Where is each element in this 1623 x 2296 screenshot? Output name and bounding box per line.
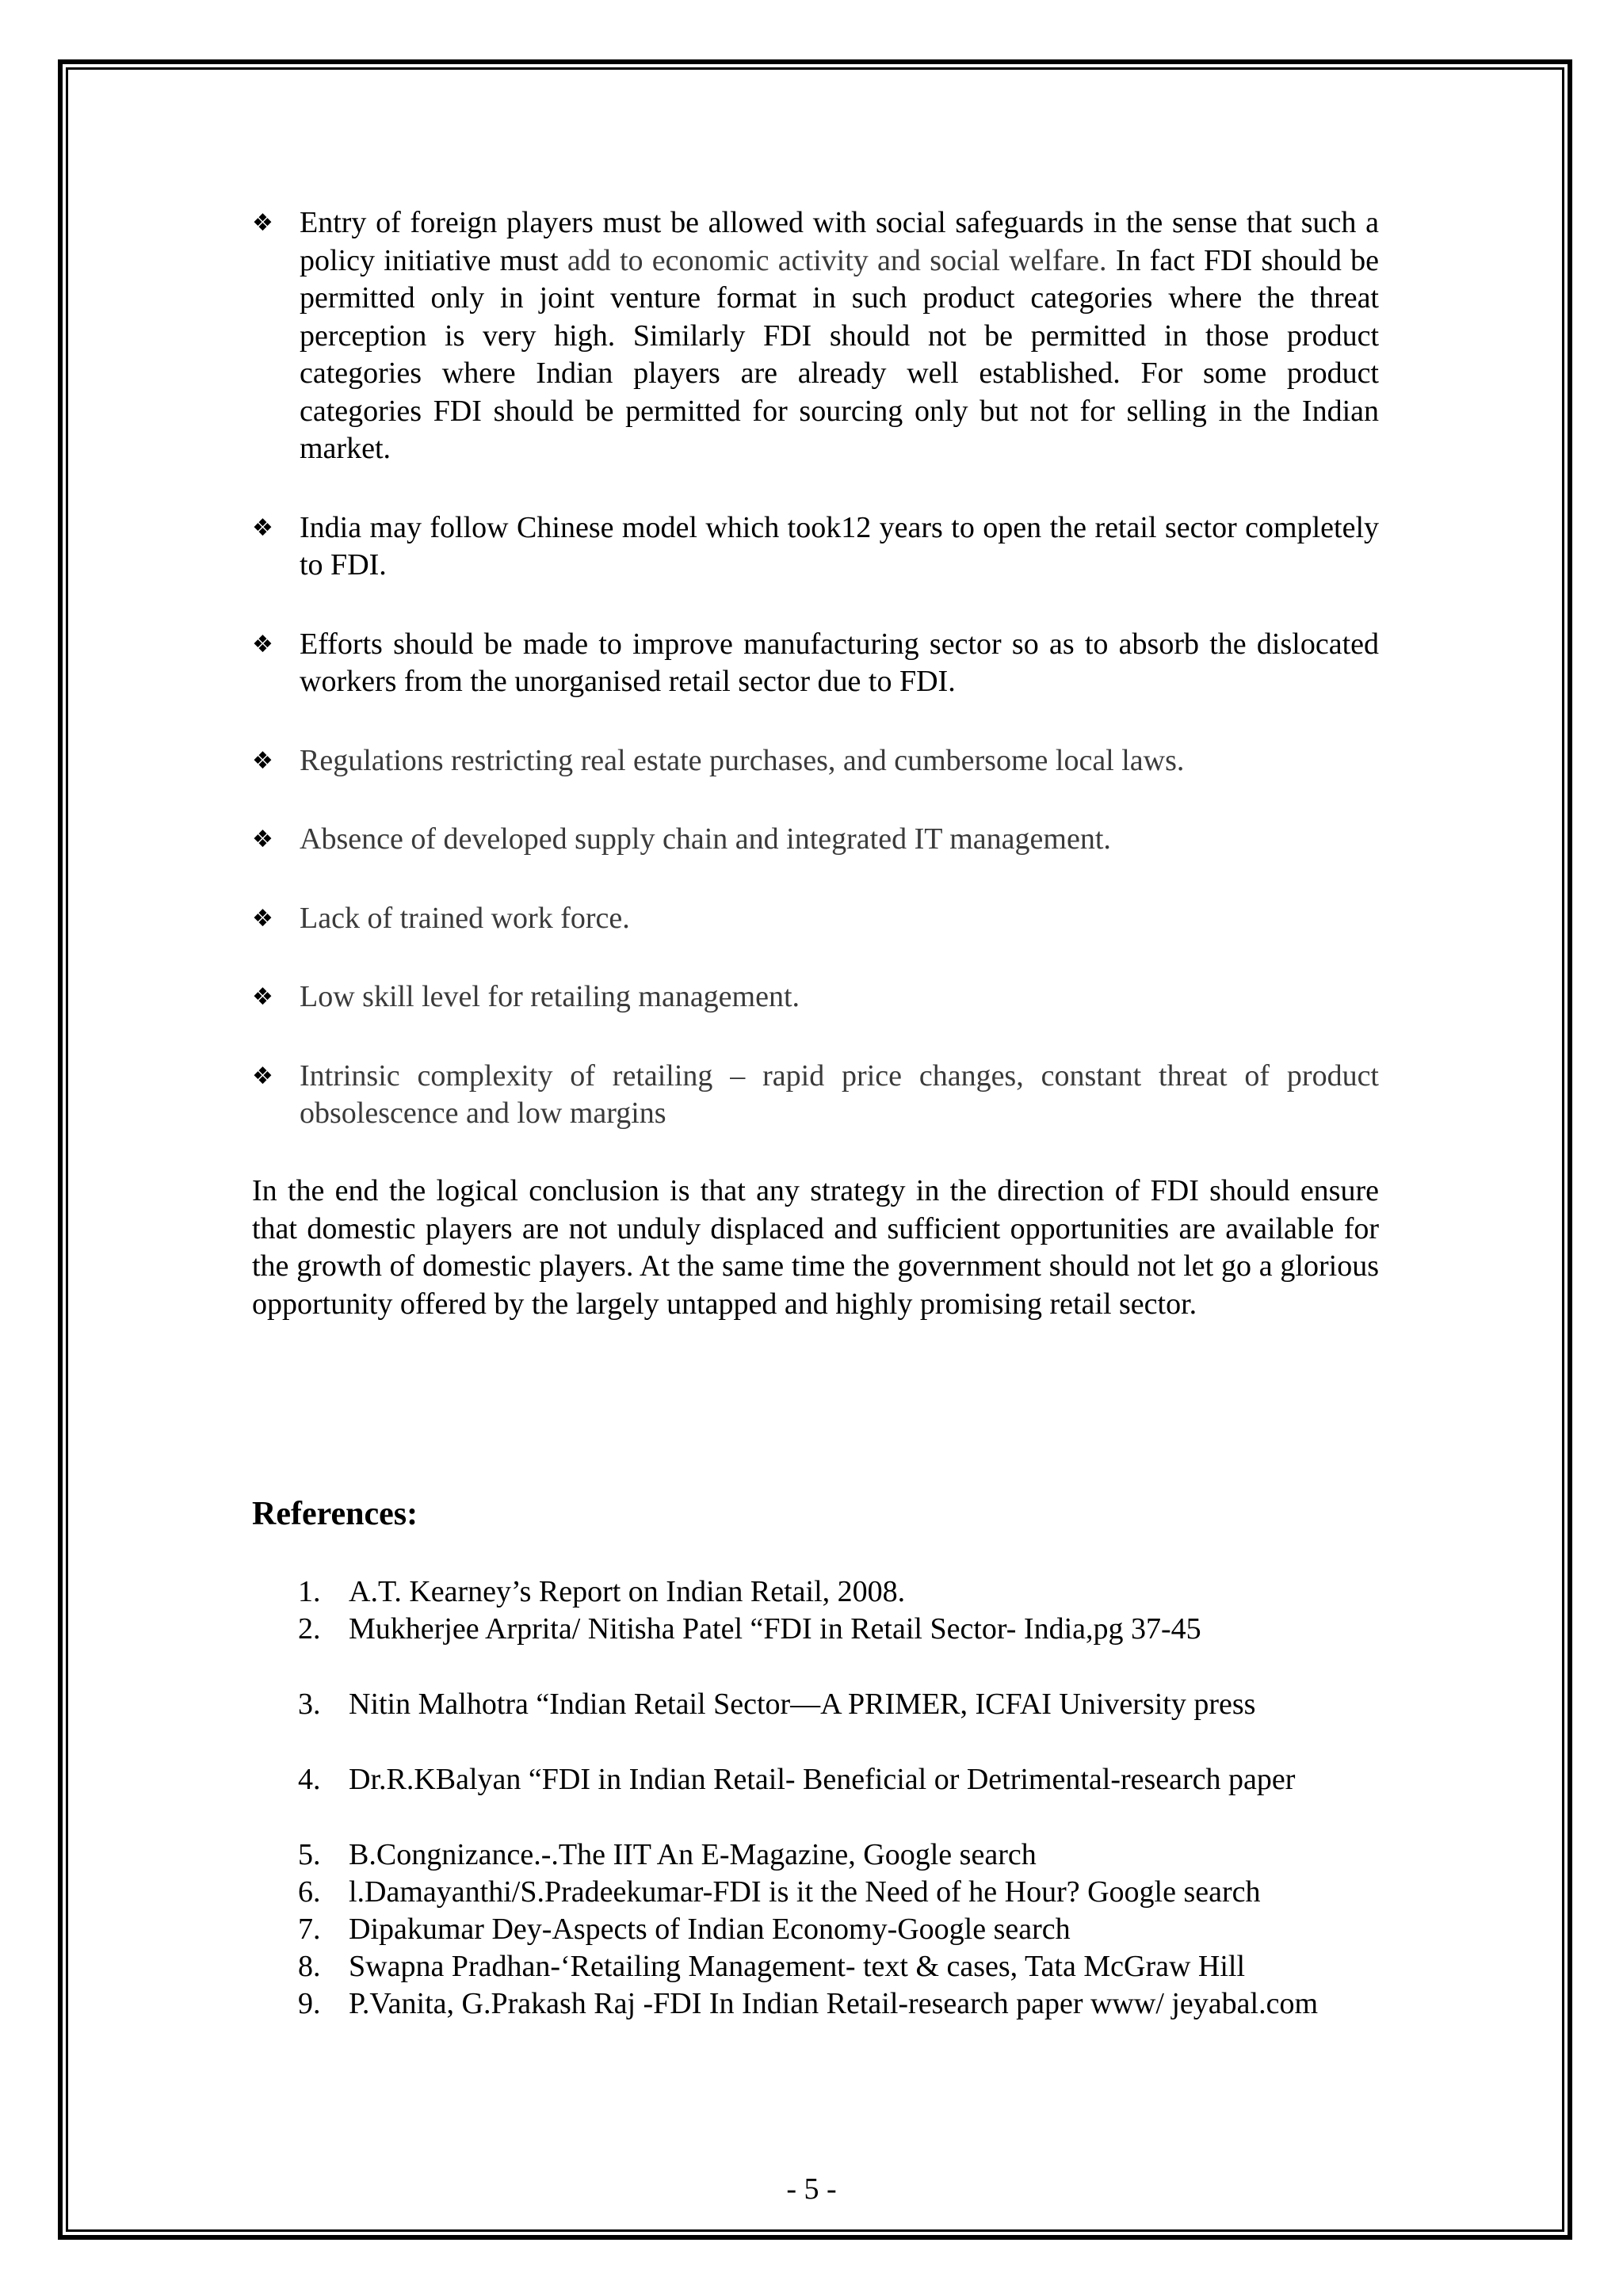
diamond-bullet-icon: ❖: [252, 983, 273, 1011]
reference-item: [298, 1761, 1379, 1798]
diamond-bullet-icon: ❖: [252, 826, 273, 853]
reference-number: 9.: [298, 1987, 321, 2020]
reference-text: P.Vanita, G.Prakash Raj -FDI In Indian Retail-research paper www/ jeyabal.com: [349, 1987, 1319, 2020]
reference-item: [298, 1948, 1379, 1985]
reference-number: 6.: [298, 1875, 321, 1909]
reference-number: 3.: [298, 1688, 321, 1721]
reference-item: [298, 1985, 1379, 2023]
references-heading: References:: [252, 1496, 418, 1532]
bullet-text: Lack of trained work force.: [300, 901, 630, 935]
references-list: [298, 1573, 1379, 2023]
reference-text: l.Damayanthi/S.Pradeekumar-FDI is it the Need of he Hour? Google search: [349, 1875, 1261, 1909]
reference-item: [298, 1686, 1379, 1723]
bullet-text-part: In fact FDI should be permitted only in joint venture format in such product categories where the threat perception is very high. Similarly FDI should not be permitted in those product categories where Indian players are already well established. For some product categories FDI should be permitted for sourcing only but not for selling in the Indian market.: [300, 243, 1379, 465]
bullet-item: [252, 1058, 1379, 1133]
diamond-bullet-icon: ❖: [252, 513, 273, 542]
bullet-text: [300, 204, 1379, 468]
reference-number: 7.: [298, 1913, 321, 1946]
bullet-text: Intrinsic complexity of retailing – rapid price changes, constant threat of product obsolescence and low margins: [300, 1058, 1379, 1130]
reference-item: [298, 1611, 1379, 1648]
diamond-bullet-icon: ❖: [252, 1062, 273, 1090]
reference-item: [298, 1874, 1379, 1911]
reference-text: Mukherjee Arprita/ Nitisha Patel “FDI in Retail Sector- India,pg 37-45: [349, 1612, 1201, 1646]
reference-text: Swapna Pradhan-‘Retailing Management- text & cases, Tata McGraw Hill: [349, 1950, 1246, 1983]
bullet-item: [252, 626, 1379, 701]
bullet-text: Efforts should be made to improve manufacturing sector so as to absorb the dislocated workers from the unorganised retail sector due to FDI.: [300, 627, 1379, 698]
reference-item: [298, 1911, 1379, 1948]
conclusion-paragraph: In the end the logical conclusion is that any strategy in the direction of FDI should ensure that domestic players are not unduly displaced and sufficient opportunities are available for the growth of domestic players. At the same time the government should not let go a glorious opportunity offered by the largely untapped and highly promising retail sector.: [252, 1174, 1379, 1321]
page-number: - 5 -: [786, 2172, 837, 2206]
diamond-bullet-icon: ❖: [252, 209, 273, 237]
bullet-text: India may follow Chinese model which took12 years to open the retail sector completely to FDI.: [300, 510, 1379, 582]
reference-number: 2.: [298, 1612, 321, 1646]
diamond-bullet-icon: ❖: [252, 904, 273, 933]
bullet-list: [252, 204, 1379, 1174]
reference-number: 1.: [298, 1575, 321, 1608]
bullet-item: [252, 821, 1379, 859]
reference-text: A.T. Kearney’s Report on Indian Retail, 2008.: [349, 1575, 906, 1608]
reference-text: Nitin Malhotra “Indian Retail Sector—A PRIMER, ICFAI University press: [349, 1688, 1256, 1721]
reference-text: B.Congnizance.-.The IIT An E-Magazine, Google search: [349, 1838, 1037, 1871]
bullet-text-part-muted: add to economic activity and social welfare.: [558, 243, 1107, 277]
diamond-bullet-icon: ❖: [252, 630, 273, 658]
reference-number: 5.: [298, 1838, 321, 1871]
reference-item: [298, 1836, 1379, 1874]
bullet-item: [252, 900, 1379, 938]
bullet-item: [252, 204, 1379, 468]
reference-number: 4.: [298, 1763, 321, 1796]
bullet-text: Regulations restricting real estate purchases, and cumbersome local laws.: [300, 743, 1185, 777]
reference-text: Dr.R.KBalyan “FDI in Indian Retail- Beneficial or Detrimental-research paper: [349, 1763, 1296, 1796]
diamond-bullet-icon: ❖: [252, 746, 273, 775]
bullet-item: [252, 742, 1379, 780]
bullet-item: [252, 509, 1379, 585]
bullet-text: Absence of developed supply chain and integrated IT management.: [300, 822, 1111, 856]
reference-item: [298, 1573, 1379, 1611]
bullet-text: Low skill level for retailing management.: [300, 980, 800, 1013]
bullet-item: [252, 978, 1379, 1016]
bullet-text-part: Entry of foreign players must be allowed with social safeguards in the sense that such a policy initiative must: [300, 206, 1379, 277]
reference-number: 8.: [298, 1950, 321, 1983]
reference-text: Dipakumar Dey-Aspects of Indian Economy-Google search: [349, 1913, 1071, 1946]
